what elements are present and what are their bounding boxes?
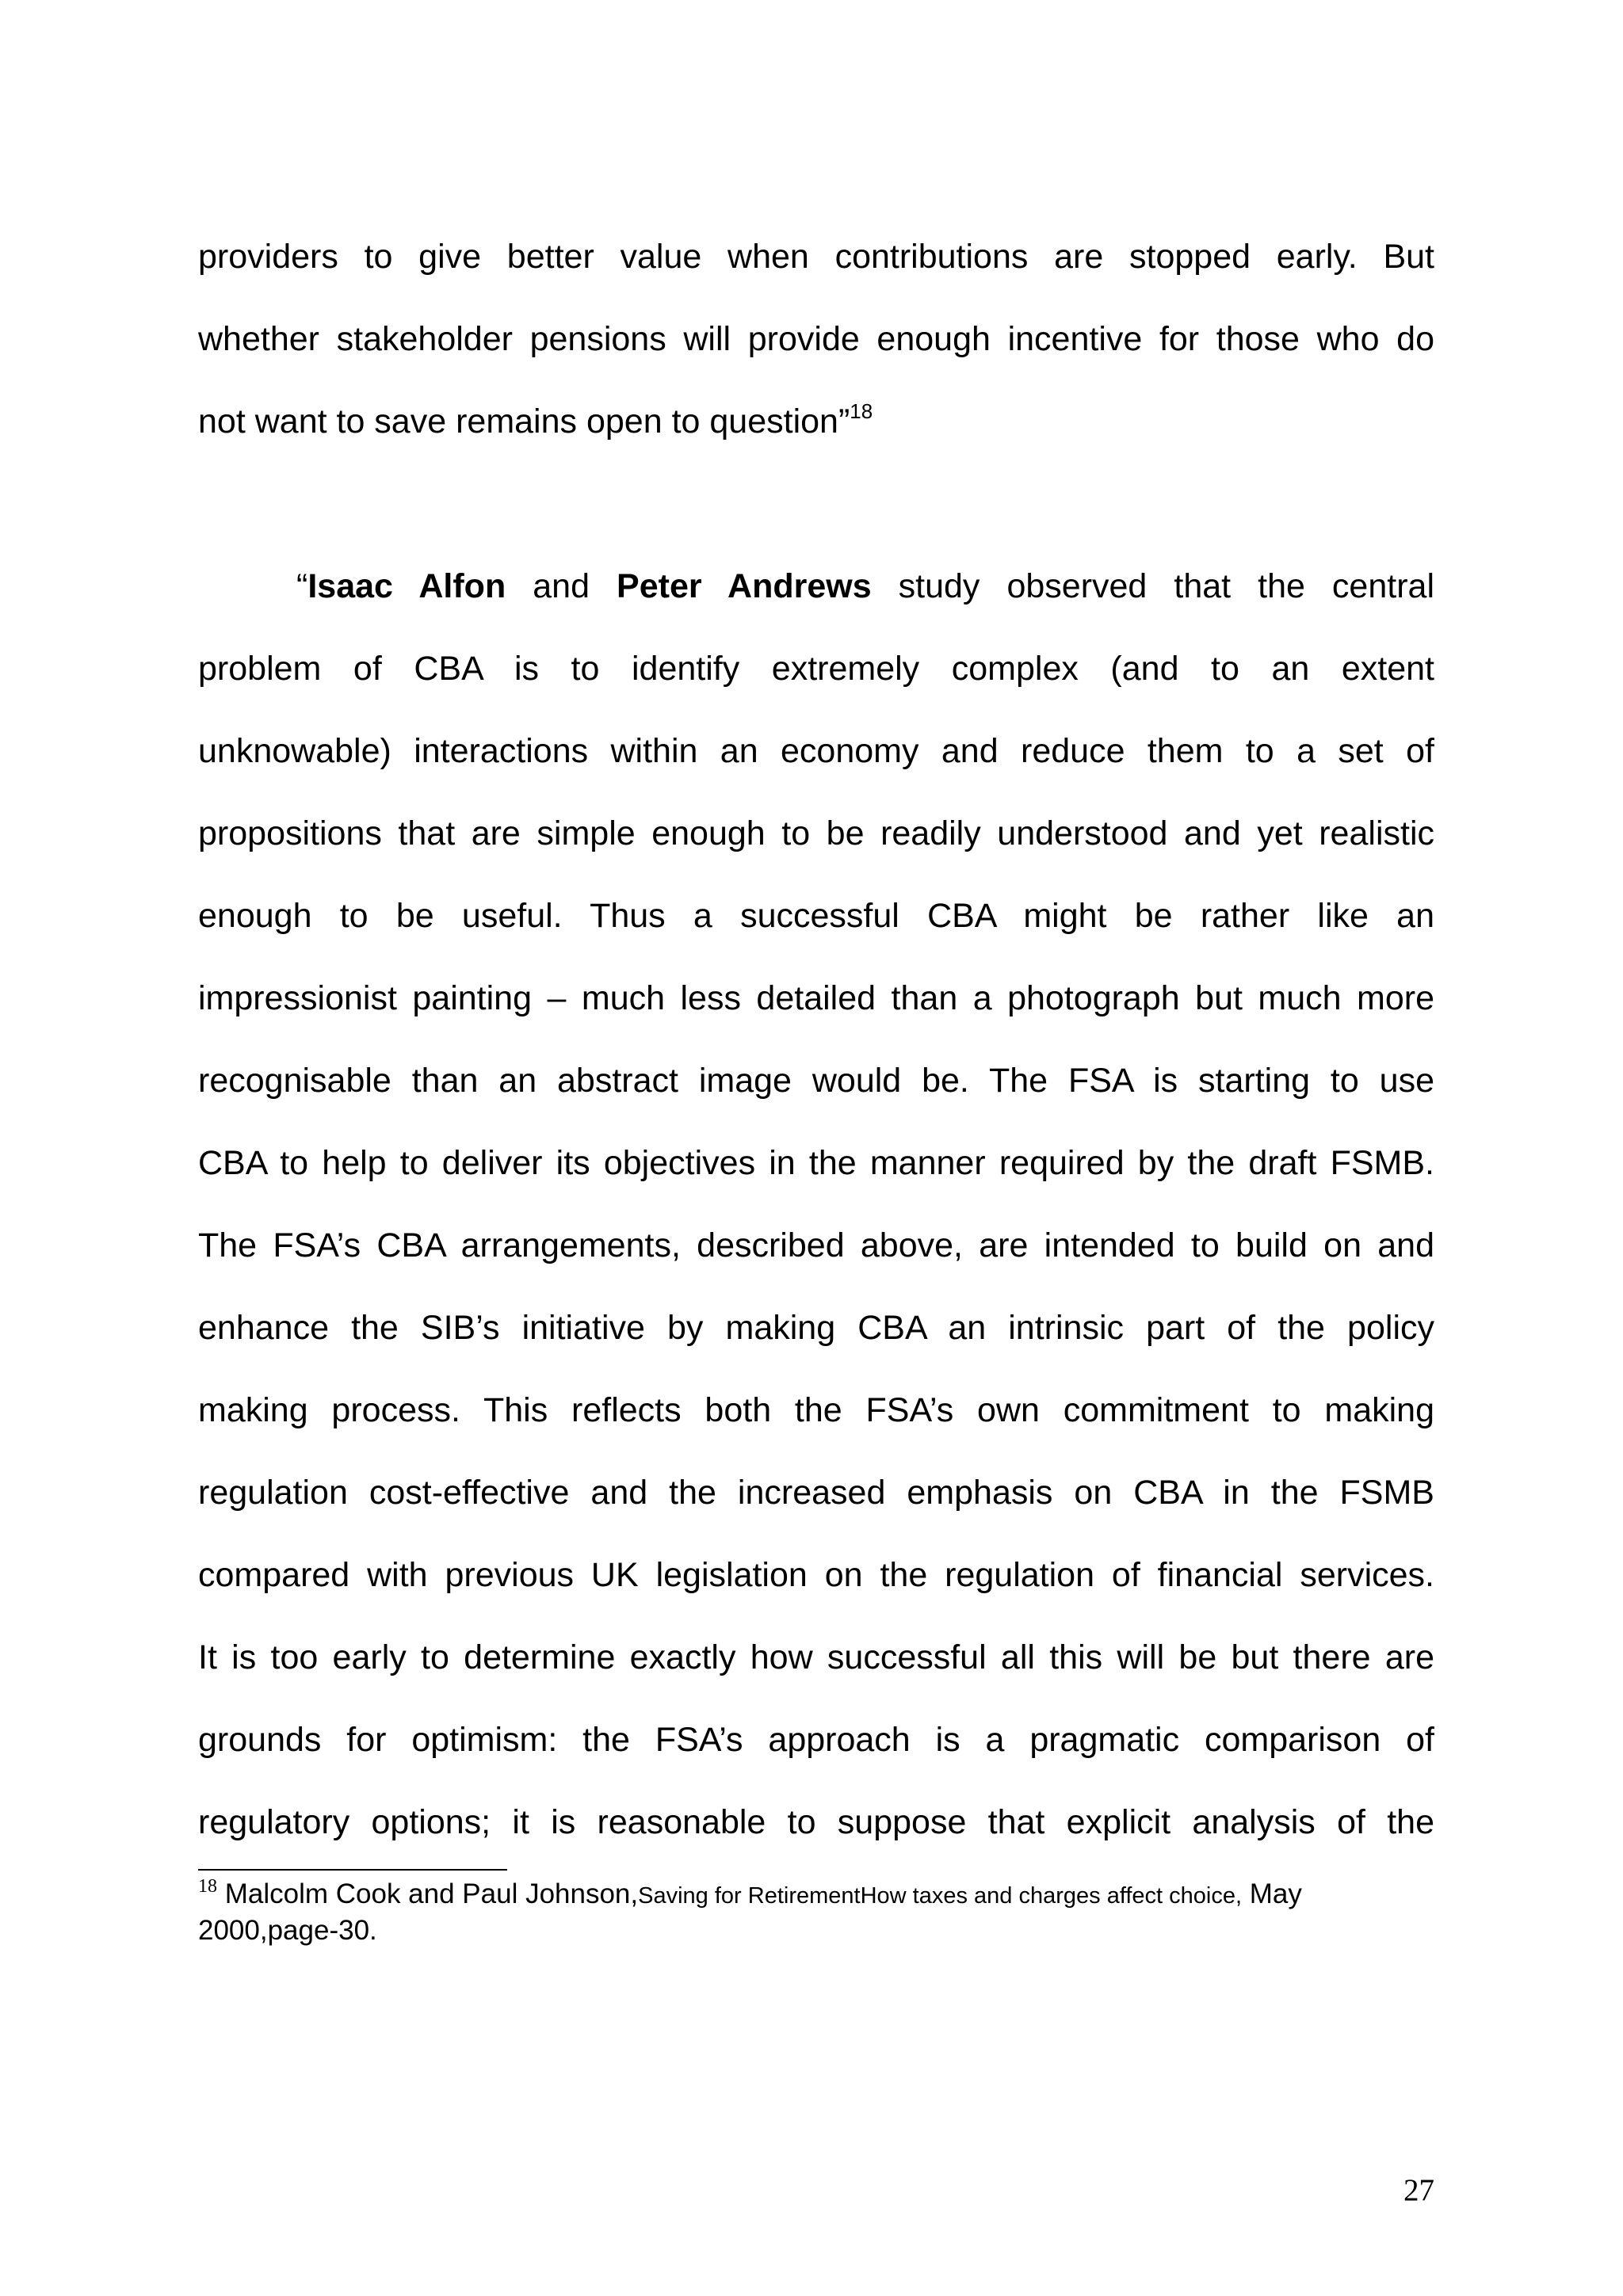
footnote-number: 18 <box>198 1876 217 1897</box>
body-line: enhance the SIB’s initiative by making CBA an intrinsic part of the policy <box>198 1309 1434 1347</box>
footnote-separator <box>198 1869 507 1871</box>
footnote-date-continued: 2000,page-30. <box>198 1915 377 1946</box>
body-line: whether stakeholder pensions will provide enough incentive for those who do <box>198 320 1434 358</box>
body-line: making process. This reflects both the FSA’s own commitment to making <box>198 1391 1434 1429</box>
body-line <box>198 380 1434 463</box>
body-line: recognisable than an abstract image would be. The FSA is starting to use <box>198 1062 1434 1100</box>
footnote-title: Saving for RetirementHow taxes and charges affect choice, <box>638 1883 1243 1909</box>
body-line: grounds for optimism: the FSA’s approach is a pragmatic comparison of <box>198 1721 1434 1759</box>
body-line: impressionist painting – much less detailed than a photograph but much more <box>198 979 1434 1017</box>
footnote-reference[interactable]: 18 <box>850 399 873 423</box>
body-line: regulation cost-effective and the increased emphasis on CBA in the FSMB <box>198 1474 1434 1512</box>
footnote <box>198 1878 1434 1947</box>
page-number: 27 <box>1403 2173 1434 2207</box>
conjunction: and <box>506 567 617 605</box>
open-quote: “ <box>296 567 308 605</box>
paragraph-quote-continuation <box>198 215 1434 463</box>
body-line: propositions that are simple enough to be readily understood and yet realistic <box>198 814 1434 852</box>
body-line-text: not want to save remains open to question” <box>198 402 850 441</box>
author-name: Peter Andrews <box>617 567 872 605</box>
author-name: Isaac Alfon <box>307 567 506 605</box>
body-line: problem of CBA is to identify extremely complex (and to an extent <box>198 650 1434 688</box>
body-line: The FSA’s CBA arrangements, described above, are intended to build on and <box>198 1226 1434 1264</box>
footnote-date: May <box>1242 1878 1302 1909</box>
body-line-text: study observed that the central <box>871 567 1434 605</box>
body-line: CBA to help to deliver its objectives in the manner required by the draft FSMB. <box>198 1144 1434 1182</box>
body-line: enough to be useful. Thus a successful CBA might be rather like an <box>198 897 1434 935</box>
body-line-first <box>198 545 1434 627</box>
body-line: unknowable) interactions within an economy and reduce them to a set of <box>198 732 1434 770</box>
body-line: regulatory options; it is reasonable to suppose that explicit analysis of the <box>198 1803 1434 1841</box>
body-line: compared with previous UK legislation on the regulation of financial services. <box>198 1556 1434 1594</box>
body-line: providers to give better value when contributions are stopped early. But <box>198 238 1434 276</box>
footnote-authors: Malcolm Cook and Paul Johnson, <box>217 1878 639 1909</box>
body-line: It is too early to determine exactly how successful all this will be but there are <box>198 1638 1434 1676</box>
paragraph-cba-study <box>198 545 1434 1863</box>
